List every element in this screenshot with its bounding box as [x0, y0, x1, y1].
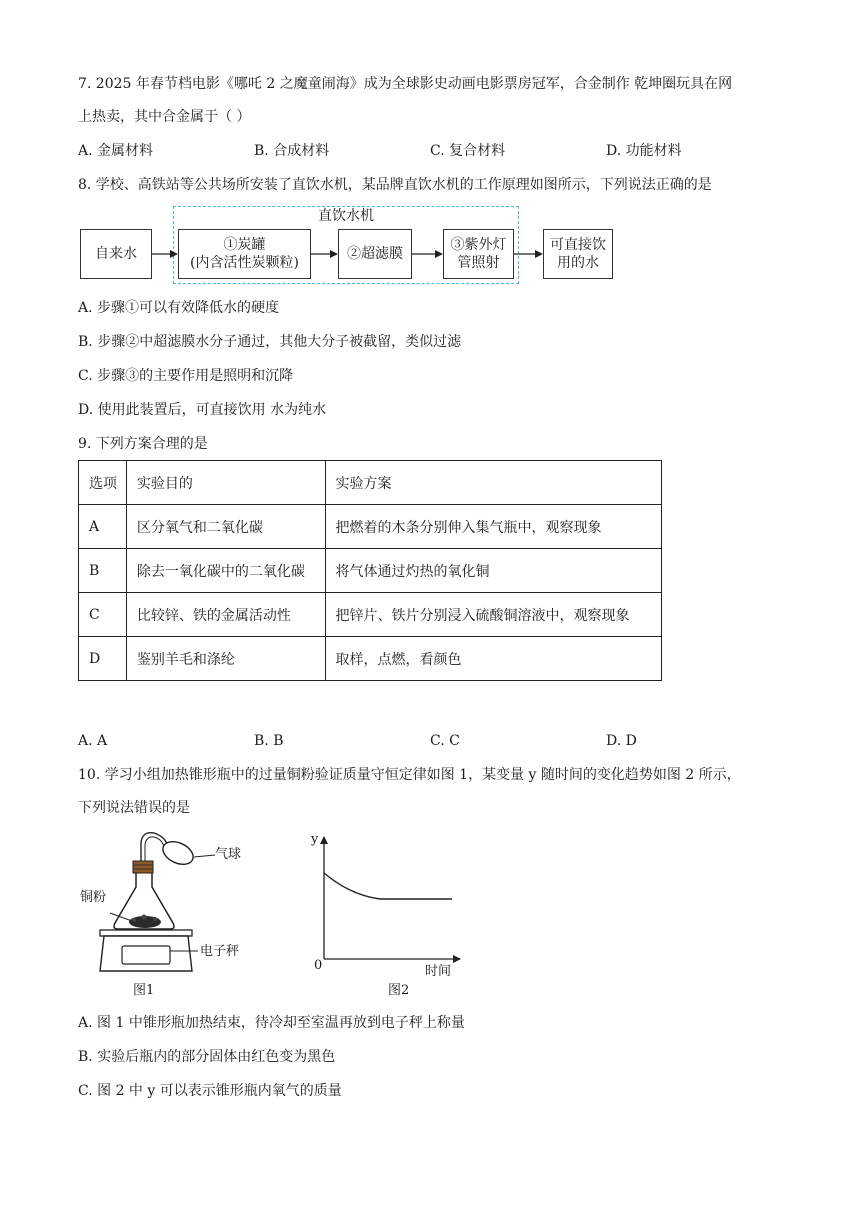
q7-option-a: A. 金属材料: [78, 143, 154, 159]
y-axis-label: y: [311, 832, 319, 847]
table-cell: 鉴别羊毛和涤纶: [126, 637, 325, 681]
origin-label: 0: [314, 958, 323, 973]
q7-stem-line2: 上热卖，其中合金属于（ ）: [78, 109, 251, 125]
q10-option-a: A. 图 1 中锥形瓶加热结束，待冷却至室温再放到电子秤上称量: [78, 1015, 465, 1031]
figure-1-apparatus: [70, 825, 300, 995]
table-header-cell: 实验目的: [126, 461, 325, 505]
q8-option-d: D. 使用此装置后，可直接饮用 水为纯水: [78, 402, 327, 418]
table-cell: 把锌片、铁片分别浸入硫酸铜溶液中，观察现象: [325, 593, 661, 637]
balloon-tube-inner: [145, 837, 164, 861]
q10-option-b: B. 实验后瓶内的部分固体由红色变为黑色: [78, 1049, 336, 1065]
table-cell: B: [79, 549, 127, 593]
q7-option-d: D. 功能材料: [606, 143, 682, 159]
figure-2-caption: 图2: [388, 983, 410, 998]
uv-lamp-label: ③紫外灯 管照射: [450, 237, 507, 271]
q9-table: [78, 460, 662, 681]
q9-option-a: A. A: [78, 733, 108, 749]
x-axis-label: 时间: [425, 964, 452, 979]
table-cell: C: [79, 593, 127, 637]
table-cell: 比较锌、铁的金属活动性: [126, 593, 325, 637]
flow-arrows: [0, 0, 860, 300]
carbon-tank-label: ①炭罐 (内含活性炭颗粒): [190, 237, 299, 271]
y-trend-curve: [324, 873, 452, 899]
q9-stem: 9. 下列方案合理的是: [78, 436, 208, 452]
table-row: [79, 593, 662, 637]
drinkable-water-label: 可直接饮 用的水: [550, 237, 606, 271]
ultrafiltration-label: ②超滤膜: [347, 246, 403, 262]
q8-option-c: C. 步骤③的主要作用是照明和沉降: [78, 368, 294, 384]
figure-1-caption: 图1: [133, 983, 155, 998]
balloon-label: 气球: [215, 847, 242, 862]
tap-water-label: 自来水: [95, 246, 137, 262]
stopper-icon: [133, 861, 153, 873]
table-header-cell: 实验方案: [325, 461, 661, 505]
q9-option-b: B. B: [254, 733, 284, 749]
water-machine-title: 直饮水机: [318, 208, 374, 224]
table-cell: 将气体通过灼热的氧化铜: [325, 549, 661, 593]
q8-option-a: A. 步骤①可以有效降低水的硬度: [78, 300, 280, 316]
table-row: [79, 505, 662, 549]
table-row: [79, 549, 662, 593]
figure-2-graph: [300, 825, 470, 975]
table-header-row: [79, 461, 662, 505]
scale-top-plate: [100, 930, 192, 936]
table-cell: A: [79, 505, 127, 549]
q8-option-b: B. 步骤②中超滤膜水分子通过，其他大分子被截留，类似过滤: [78, 334, 462, 350]
table-header-cell: 选项: [79, 461, 127, 505]
q10-stem-line2: 下列说法错误的是: [78, 800, 190, 816]
q10-stem-line1: 10. 学习小组加热锥形瓶中的过量铜粉验证质量守恒定律如图 1，某变量 y 随时间的变化趋势如图 2 所示，: [78, 767, 741, 783]
q10-option-c: C. 图 2 中 y 可以表示锥形瓶内氧气的质量: [78, 1083, 342, 1099]
scale-label: 电子秤: [200, 944, 240, 959]
table-cell: 取样，点燃，看颜色: [325, 637, 661, 681]
q9-option-c: C. C: [430, 733, 460, 749]
table-row: [79, 637, 662, 681]
scale-display: [122, 946, 170, 964]
q9-options: [78, 731, 778, 751]
q7-stem-line1: 7. 2025 年春节档电影《哪吒 2 之魔童闹海》成为全球影史动画电影票房冠军，合金制作 乾坤圈玩具在网: [78, 76, 733, 92]
table-cell: D: [79, 637, 127, 681]
copper-powder-label: 铜粉: [80, 890, 107, 905]
table-cell: 把燃着的木条分别伸入集气瓶中，观察现象: [325, 505, 661, 549]
q7-option-c: C. 复合材料: [430, 143, 506, 159]
q7-option-b: B. 合成材料: [254, 143, 330, 159]
table-cell: 除去一氧化碳中的二氧化碳: [126, 549, 325, 593]
table-cell: 区分氧气和二氧化碳: [126, 505, 325, 549]
q8-stem: 8. 学校、高铁站等公共场所安装了直饮水机，某品牌直饮水机的工作原理如图所示，下列说法正确的是: [78, 177, 712, 193]
balloon-icon: [159, 837, 196, 869]
q9-option-d: D. D: [606, 733, 637, 749]
